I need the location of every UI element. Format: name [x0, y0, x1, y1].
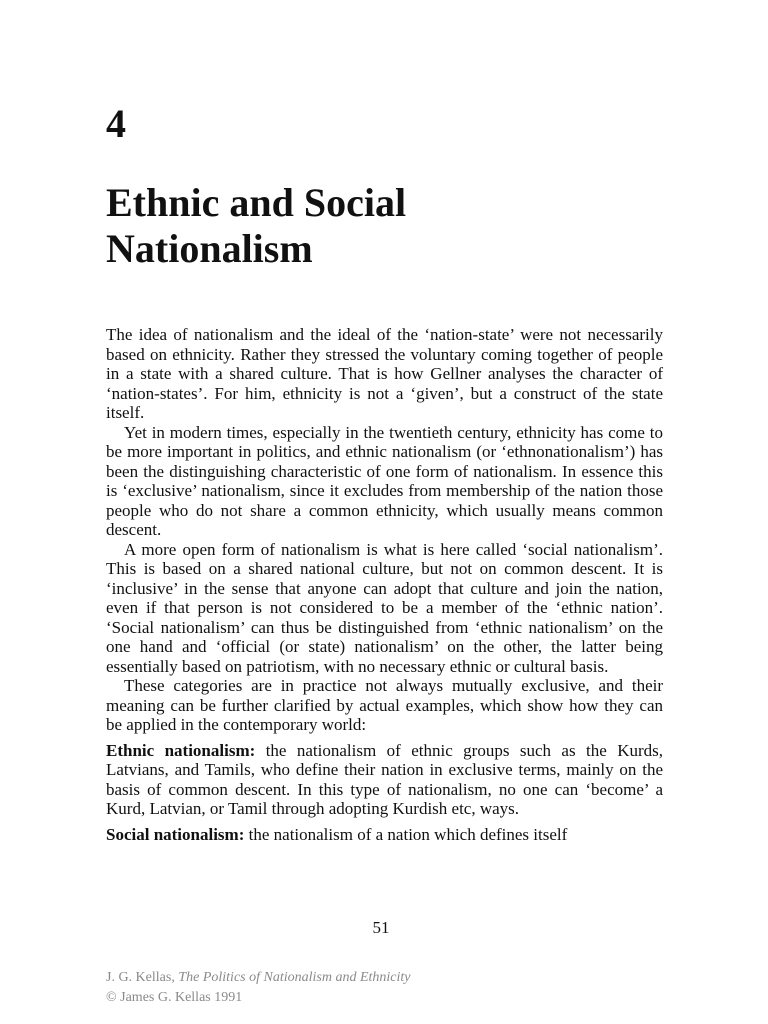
definition-ethnic-nationalism [106, 741, 663, 819]
chapter-title-line-2: Nationalism [106, 226, 313, 271]
chapter-title-line-1: Ethnic and Social [106, 180, 407, 225]
paragraph-2: Yet in modern times, especially in the twentieth century, ethnicity has come to be more important in politics, and ethnic nationalism (or ‘ethnonationalism’) has been the distinguishing characteristic of one form of nationalism. In essence this is ‘exclusive’ nationalism, since it excludes from membership of the nation those people who do not share a common ethnicity, which usually means common descent. [106, 422, 663, 539]
citation-line-1 [106, 968, 410, 988]
paragraph-3: A more open form of nationalism is what is here called ‘social nationalism’. This is based on a shared national culture, but not on common descent. It is ‘inclusive’ in the sense that anyone can adopt that culture and join the nation, even if that person is not considered to be a member of the ‘ethnic nation’. ‘Social nationalism’ can thus be distinguished from ‘ethnic nationalism’ on the one hand and ‘official (or state) nationalism’ on the other, the latter being essentially based on patriotism, with no necessary ethnic or cultural basis. [106, 539, 663, 676]
chapter-title [106, 180, 626, 272]
citation-copyright: © James G. Kellas 1991 [106, 990, 243, 1005]
page-number: 51 [372, 918, 390, 937]
definition-term: Ethnic nationalism: [106, 740, 256, 760]
paragraph-4: These categories are in practice not always mutually exclusive, and their meaning can be further clarified by actual examples, which show how they can be applied in the contemporary world: [106, 676, 663, 734]
definition-social-nationalism [106, 825, 663, 845]
citation-book-title: The Politics of Nationalism and Ethnicity [178, 970, 411, 985]
body-text [106, 325, 663, 844]
definition-text: the nationalism of ethnic groups such as the Kurds, Latvians, and Tamils, who define their nation in exclusive terms, mainly on the basis of common descent. In this type of nationalism, no one can ‘become’ a Kurd, Latvian, or Tamil through adopting Kurdish etc, ways. [106, 740, 663, 818]
citation [106, 968, 410, 1008]
paragraph-1: The idea of nationalism and the ideal of the ‘nation-state’ were not necessarily based on ethnicity. Rather they stressed the voluntary coming together of people in a state with a shared culture. That is how Gellner analyses the character of ‘nation-states’. For him, ethnicity is not a ‘given’, but a construct of the state itself. [106, 325, 663, 422]
chapter-number: 4 [106, 101, 126, 146]
definition-term: Social nationalism: [106, 824, 245, 844]
definition-text: the nationalism of a nation which defines itself [244, 824, 568, 844]
citation-author: J. G. Kellas, [106, 970, 179, 985]
